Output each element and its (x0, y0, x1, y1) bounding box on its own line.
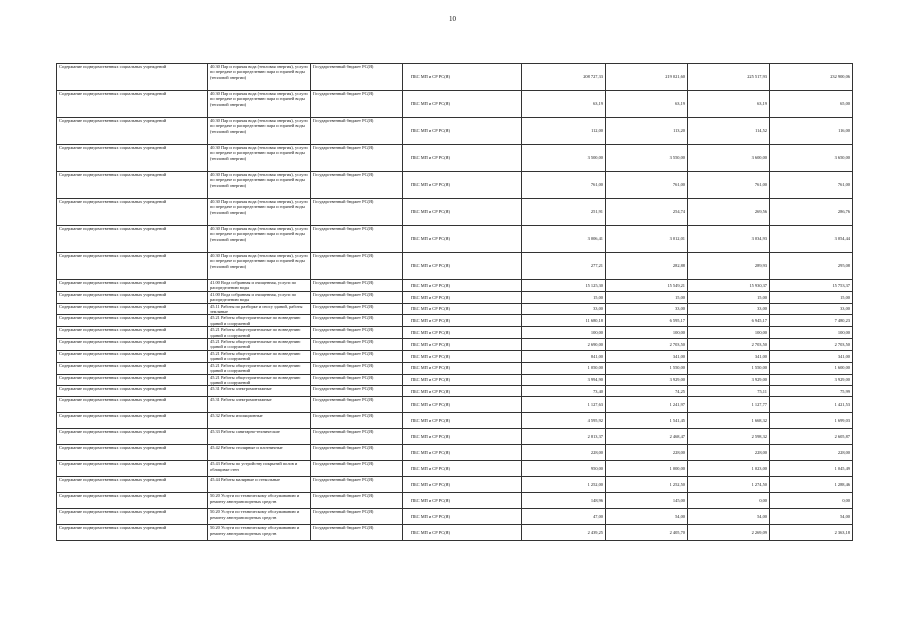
customer-cell: ПБС МП и СР РС(Я) (403, 145, 522, 172)
value-year-2-cell: 282,88 (606, 253, 688, 280)
service-code-cell: 40.30 Пар и горячая вода (тепловая энергия), услуги по передаче и распределению пара и горячей воды (тепловой энергии) (208, 145, 311, 172)
value-year-3-cell: 2 703,50 (688, 339, 770, 351)
program-cell: Содержание подведомственных социальных учреждений (57, 445, 208, 461)
customer-cell: ПБС МП и СР РС(Я) (403, 291, 522, 303)
budget-source-cell: Государственный бюджет РС(Я) (311, 64, 403, 91)
budget-source-cell: Государственный бюджет РС(Я) (311, 145, 403, 172)
table-row (57, 199, 853, 226)
program-cell: Содержание подведомственных социальных учреждений (57, 327, 208, 339)
budget-source-cell: Государственный бюджет РС(Я) (311, 327, 403, 339)
value-year-4-cell: 65,00 (770, 91, 853, 118)
value-year-3-cell: 225 517,93 (688, 64, 770, 91)
value-year-2-cell: 1 541,45 (606, 413, 688, 429)
program-cell: Содержание подведомственных социальных учреждений (57, 253, 208, 280)
budget-source-cell: Государственный бюджет РС(Я) (311, 339, 403, 351)
table-row (57, 445, 853, 461)
value-year-4-cell: 2 703,50 (770, 339, 853, 351)
value-year-3-cell: 54,00 (688, 509, 770, 525)
value-year-2-cell: 6 595,17 (606, 315, 688, 327)
value-year-1-cell: 148,96 (522, 493, 606, 509)
value-year-1-cell: 4 595,92 (522, 413, 606, 429)
customer-cell: ПБС МП и СР РС(Я) (403, 397, 522, 413)
budget-table (56, 63, 853, 541)
table-row (57, 493, 853, 509)
table-row (57, 477, 853, 493)
value-year-1-cell: 2 439,25 (522, 525, 606, 541)
service-code-cell: 40.30 Пар и горячая вода (тепловая энергия), услуги по передаче и распределению пара и горячей воды (тепловой энергии) (208, 199, 311, 226)
service-code-cell: 45.21 Работы общестроительные по возведению зданий и сооружений (208, 339, 311, 351)
table-row (57, 461, 853, 477)
service-code-cell: 40.30 Пар и горячая вода (тепловая энергия), услуги по передаче и распределению пара и горячей воды (тепловой энергии) (208, 64, 311, 91)
program-cell: Содержание подведомственных социальных учреждений (57, 350, 208, 362)
value-year-3-cell: 3 929,00 (688, 374, 770, 386)
program-cell: Содержание подведомственных социальных учреждений (57, 280, 208, 292)
service-code-cell: 50.20 Услуги по техническому обслуживанию и ремонту автотранспортных средств (208, 493, 311, 509)
program-cell: Содержание подведомственных социальных учреждений (57, 429, 208, 445)
program-cell: Содержание подведомственных социальных учреждений (57, 172, 208, 199)
customer-cell: ПБС МП и СР РС(Я) (403, 280, 522, 292)
value-year-2-cell: 3 929,00 (606, 374, 688, 386)
value-year-4-cell: 15,00 (770, 291, 853, 303)
value-year-1-cell: 841,00 (522, 350, 606, 362)
service-code-cell: 41.00 Вода собранная и очищенная, услуги по распределению воды (208, 291, 311, 303)
budget-source-cell: Государственный бюджет РС(Я) (311, 509, 403, 525)
budget-source-cell: Государственный бюджет РС(Я) (311, 386, 403, 397)
program-cell: Содержание подведомственных социальных учреждений (57, 386, 208, 397)
value-year-3-cell: 228,00 (688, 445, 770, 461)
customer-cell: ПБС МП и СР РС(Я) (403, 413, 522, 429)
value-year-4-cell: 100,00 (770, 327, 853, 339)
value-year-1-cell: 33,00 (522, 303, 606, 315)
value-year-1-cell: 3 994,90 (522, 374, 606, 386)
value-year-1-cell: 11 680,18 (522, 315, 606, 327)
value-year-2-cell: 254,74 (606, 199, 688, 226)
budget-source-cell: Государственный бюджет РС(Я) (311, 461, 403, 477)
value-year-1-cell: 15,00 (522, 291, 606, 303)
value-year-1-cell: 73,40 (522, 386, 606, 397)
table-row (57, 362, 853, 374)
value-year-3-cell: 63,19 (688, 91, 770, 118)
value-year-4-cell: 761,00 (770, 172, 853, 199)
value-year-4-cell: 341,00 (770, 350, 853, 362)
value-year-3-cell: 33,00 (688, 303, 770, 315)
value-year-4-cell: 116,00 (770, 118, 853, 145)
table-row (57, 315, 853, 327)
value-year-3-cell: 761,00 (688, 172, 770, 199)
service-code-cell: 41.00 Вода собранная и очищенная, услуги по распределению воды (208, 280, 311, 292)
value-year-1-cell: 2 690,00 (522, 339, 606, 351)
service-code-cell: 45.21 Работы общестроительные по возведению зданий и сооружений (208, 362, 311, 374)
value-year-3-cell: 1 127,77 (688, 397, 770, 413)
value-year-4-cell: 2 363,18 (770, 525, 853, 541)
service-code-cell: 40.30 Пар и горячая вода (тепловая энергия), услуги по передаче и распределению пара и горячей воды (тепловой энергии) (208, 253, 311, 280)
value-year-4-cell: 1 288,46 (770, 477, 853, 493)
service-code-cell: 45.43 Работы по устройству покрытий полов и облицовке стен (208, 461, 311, 477)
value-year-4-cell: 54,00 (770, 509, 853, 525)
budget-source-cell: Государственный бюджет РС(Я) (311, 525, 403, 541)
table-row (57, 226, 853, 253)
table-row (57, 91, 853, 118)
value-year-2-cell: 341,00 (606, 350, 688, 362)
customer-cell: ПБС МП и СР РС(Я) (403, 374, 522, 386)
budget-source-cell: Государственный бюджет РС(Я) (311, 172, 403, 199)
value-year-2-cell: 113,20 (606, 118, 688, 145)
customer-cell: ПБС МП и СР РС(Я) (403, 445, 522, 461)
customer-cell: ПБС МП и СР РС(Я) (403, 118, 522, 145)
value-year-3-cell: 341,00 (688, 350, 770, 362)
service-code-cell: 45.11 Работы по разборке и сносу зданий, работы земляные (208, 303, 311, 315)
customer-cell: ПБС МП и СР РС(Я) (403, 226, 522, 253)
value-year-4-cell: 1 045,49 (770, 461, 853, 477)
program-cell: Содержание подведомственных социальных учреждений (57, 145, 208, 172)
service-code-cell: 45.31 Работы электромонтажные (208, 386, 311, 397)
program-cell: Содержание подведомственных социальных учреждений (57, 118, 208, 145)
value-year-2-cell: 74,25 (606, 386, 688, 397)
table-row (57, 386, 853, 397)
table-row (57, 64, 853, 91)
customer-cell: ПБС МП и СР РС(Я) (403, 91, 522, 118)
service-code-cell: 40.30 Пар и горячая вода (тепловая энергия), услуги по передаче и распределению пара и горячей воды (тепловой энергии) (208, 172, 311, 199)
customer-cell: ПБС МП и СР РС(Я) (403, 172, 522, 199)
value-year-1-cell: 208 727,33 (522, 64, 606, 91)
program-cell: Содержание подведомственных социальных учреждений (57, 413, 208, 429)
program-cell: Содержание подведомственных социальных учреждений (57, 226, 208, 253)
budget-source-cell: Государственный бюджет РС(Я) (311, 397, 403, 413)
value-year-2-cell: 2 405,70 (606, 525, 688, 541)
value-year-1-cell: 112,00 (522, 118, 606, 145)
customer-cell: ПБС МП и СР РС(Я) (403, 303, 522, 315)
service-code-cell: 45.31 Работы электромонтажные (208, 397, 311, 413)
value-year-2-cell: 3 012,01 (606, 226, 688, 253)
program-cell: Содержание подведомственных социальных учреждений (57, 303, 208, 315)
value-year-2-cell: 2 703,50 (606, 339, 688, 351)
value-year-4-cell: 2 605,87 (770, 429, 853, 445)
value-year-2-cell: 33,00 (606, 303, 688, 315)
value-year-4-cell: 228,00 (770, 445, 853, 461)
customer-cell: ПБС МП и СР РС(Я) (403, 199, 522, 226)
value-year-4-cell: 0,00 (770, 493, 853, 509)
value-year-4-cell: 1 421,53 (770, 397, 853, 413)
service-code-cell: 45.21 Работы общестроительные по возведению зданий и сооружений (208, 327, 311, 339)
service-code-cell: 40.30 Пар и горячая вода (тепловая энергия), услуги по передаче и распределению пара и горячей воды (тепловой энергии) (208, 91, 311, 118)
value-year-2-cell: 1 252,50 (606, 477, 688, 493)
value-year-4-cell: 295,08 (770, 253, 853, 280)
value-year-3-cell: 2 598,32 (688, 429, 770, 445)
value-year-2-cell: 3 550,00 (606, 145, 688, 172)
program-cell: Содержание подведомственных социальных учреждений (57, 493, 208, 509)
program-cell: Содержание подведомственных социальных учреждений (57, 397, 208, 413)
value-year-1-cell: 228,00 (522, 445, 606, 461)
value-year-1-cell: 47,00 (522, 509, 606, 525)
table-row (57, 374, 853, 386)
service-code-cell: 45.32 Работы изоляционные (208, 413, 311, 429)
table-row (57, 145, 853, 172)
value-year-4-cell: 75,99 (770, 386, 853, 397)
value-year-1-cell: 2 813,37 (522, 429, 606, 445)
value-year-3-cell: 1 274,50 (688, 477, 770, 493)
service-code-cell: 40.30 Пар и горячая вода (тепловая энергия), услуги по передаче и распределению пара и горячей воды (тепловой энергии) (208, 226, 311, 253)
customer-cell: ПБС МП и СР РС(Я) (403, 461, 522, 477)
table-row (57, 172, 853, 199)
table-row (57, 118, 853, 145)
budget-source-cell: Государственный бюджет РС(Я) (311, 445, 403, 461)
customer-cell: ПБС МП и СР РС(Я) (403, 493, 522, 509)
table-row (57, 429, 853, 445)
customer-cell: ПБС МП и СР РС(Я) (403, 339, 522, 351)
budget-source-cell: Государственный бюджет РС(Я) (311, 280, 403, 292)
value-year-2-cell: 2 468,47 (606, 429, 688, 445)
program-cell: Содержание подведомственных социальных учреждений (57, 64, 208, 91)
service-code-cell: 50.20 Услуги по техническому обслуживанию и ремонту автотранспортных средств (208, 509, 311, 525)
budget-source-cell: Государственный бюджет РС(Я) (311, 199, 403, 226)
value-year-1-cell: 3 006,41 (522, 226, 606, 253)
program-cell: Содержание подведомственных социальных учреждений (57, 461, 208, 477)
service-code-cell: 50.20 Услуги по техническому обслуживанию и ремонту автотранспортных средств (208, 525, 311, 541)
program-cell: Содержание подведомственных социальных учреждений (57, 339, 208, 351)
program-cell: Содержание подведомственных социальных учреждений (57, 91, 208, 118)
value-year-4-cell: 15 753,37 (770, 280, 853, 292)
value-year-4-cell: 3 650,00 (770, 145, 853, 172)
table-row (57, 413, 853, 429)
value-year-3-cell: 6 945,17 (688, 315, 770, 327)
budget-source-cell: Государственный бюджет РС(Я) (311, 253, 403, 280)
value-year-2-cell: 219 021,60 (606, 64, 688, 91)
value-year-1-cell: 251,91 (522, 199, 606, 226)
value-year-4-cell: 286,76 (770, 199, 853, 226)
value-year-1-cell: 277,21 (522, 253, 606, 280)
service-code-cell: 45.21 Работы общестроительные по возведению зданий и сооружений (208, 374, 311, 386)
value-year-3-cell: 269,56 (688, 199, 770, 226)
value-year-1-cell: 1 252,00 (522, 477, 606, 493)
value-year-2-cell: 145,00 (606, 493, 688, 509)
service-code-cell: 45.42 Работы столярные и плотничные (208, 445, 311, 461)
value-year-4-cell: 3 929,00 (770, 374, 853, 386)
value-year-2-cell: 54,00 (606, 509, 688, 525)
service-code-cell: 45.21 Работы общестроительные по возведению зданий и сооружений (208, 350, 311, 362)
value-year-4-cell: 3 054,44 (770, 226, 853, 253)
value-year-2-cell: 228,00 (606, 445, 688, 461)
value-year-1-cell: 950,00 (522, 461, 606, 477)
customer-cell: ПБС МП и СР РС(Я) (403, 509, 522, 525)
table-row (57, 397, 853, 413)
service-code-cell: 45.44 Работы малярные и стекольные (208, 477, 311, 493)
value-year-4-cell: 7 480,23 (770, 315, 853, 327)
program-cell: Содержание подведомственных социальных учреждений (57, 374, 208, 386)
table-body (57, 64, 853, 541)
table-row (57, 339, 853, 351)
customer-cell: ПБС МП и СР РС(Я) (403, 350, 522, 362)
value-year-2-cell: 100,00 (606, 327, 688, 339)
budget-source-cell: Государственный бюджет РС(Я) (311, 362, 403, 374)
value-year-3-cell: 100,00 (688, 327, 770, 339)
value-year-1-cell: 1 127,63 (522, 397, 606, 413)
value-year-3-cell: 3 600,00 (688, 145, 770, 172)
value-year-4-cell: 1 699,03 (770, 413, 853, 429)
program-cell: Содержание подведомственных социальных учреждений (57, 477, 208, 493)
value-year-3-cell: 15,00 (688, 291, 770, 303)
value-year-2-cell: 1 000,00 (606, 461, 688, 477)
value-year-4-cell: 1 600,00 (770, 362, 853, 374)
program-cell: Содержание подведомственных социальных учреждений (57, 199, 208, 226)
customer-cell: ПБС МП и СР РС(Я) (403, 429, 522, 445)
budget-source-cell: Государственный бюджет РС(Я) (311, 374, 403, 386)
table-row (57, 280, 853, 292)
value-year-3-cell: 0,00 (688, 493, 770, 509)
table-row (57, 291, 853, 303)
program-cell: Содержание подведомственных социальных учреждений (57, 509, 208, 525)
value-year-3-cell: 15 930,37 (688, 280, 770, 292)
value-year-3-cell: 1 668,32 (688, 413, 770, 429)
service-code-cell: 45.33 Работы санитарно-технические (208, 429, 311, 445)
value-year-1-cell: 15 125,30 (522, 280, 606, 292)
value-year-1-cell: 63,19 (522, 91, 606, 118)
value-year-2-cell: 1 550,00 (606, 362, 688, 374)
budget-source-cell: Государственный бюджет РС(Я) (311, 493, 403, 509)
value-year-1-cell: 100,00 (522, 327, 606, 339)
value-year-2-cell: 15 549,21 (606, 280, 688, 292)
customer-cell: ПБС МП и СР РС(Я) (403, 525, 522, 541)
budget-source-cell: Государственный бюджет РС(Я) (311, 350, 403, 362)
customer-cell: ПБС МП и СР РС(Я) (403, 64, 522, 91)
service-code-cell: 40.30 Пар и горячая вода (тепловая энергия), услуги по передаче и распределению пара и горячей воды (тепловой энергии) (208, 118, 311, 145)
value-year-3-cell: 1 550,00 (688, 362, 770, 374)
budget-source-cell: Государственный бюджет РС(Я) (311, 413, 403, 429)
value-year-1-cell: 3 500,00 (522, 145, 606, 172)
value-year-3-cell: 1 023,00 (688, 461, 770, 477)
table-row (57, 525, 853, 541)
budget-source-cell: Государственный бюджет РС(Я) (311, 315, 403, 327)
customer-cell: ПБС МП и СР РС(Я) (403, 386, 522, 397)
value-year-2-cell: 63,19 (606, 91, 688, 118)
service-code-cell: 45.21 Работы общестроительные по возведению зданий и сооружений (208, 315, 311, 327)
program-cell: Содержание подведомственных социальных учреждений (57, 525, 208, 541)
budget-source-cell: Государственный бюджет РС(Я) (311, 91, 403, 118)
customer-cell: ПБС МП и СР РС(Я) (403, 315, 522, 327)
value-year-3-cell: 289,93 (688, 253, 770, 280)
budget-source-cell: Государственный бюджет РС(Я) (311, 429, 403, 445)
value-year-3-cell: 75,11 (688, 386, 770, 397)
table-row (57, 253, 853, 280)
customer-cell: ПБС МП и СР РС(Я) (403, 477, 522, 493)
customer-cell: ПБС МП и СР РС(Я) (403, 253, 522, 280)
value-year-1-cell: 761,00 (522, 172, 606, 199)
budget-source-cell: Государственный бюджет РС(Я) (311, 477, 403, 493)
table-row (57, 509, 853, 525)
value-year-3-cell: 2 269,09 (688, 525, 770, 541)
budget-source-cell: Государственный бюджет РС(Я) (311, 226, 403, 253)
value-year-3-cell: 3 034,93 (688, 226, 770, 253)
program-cell: Содержание подведомственных социальных учреждений (57, 291, 208, 303)
customer-cell: ПБС МП и СР РС(Я) (403, 362, 522, 374)
value-year-4-cell: 232 900,06 (770, 64, 853, 91)
customer-cell: ПБС МП и СР РС(Я) (403, 327, 522, 339)
table-row (57, 350, 853, 362)
value-year-1-cell: 1 050,00 (522, 362, 606, 374)
table-row (57, 327, 853, 339)
program-cell: Содержание подведомственных социальных учреждений (57, 315, 208, 327)
budget-source-cell: Государственный бюджет РС(Я) (311, 118, 403, 145)
program-cell: Содержание подведомственных социальных учреждений (57, 362, 208, 374)
budget-source-cell: Государственный бюджет РС(Я) (311, 291, 403, 303)
table-row (57, 303, 853, 315)
value-year-4-cell: 33,00 (770, 303, 853, 315)
page-number: 10 (449, 15, 456, 23)
value-year-2-cell: 15,00 (606, 291, 688, 303)
value-year-2-cell: 1 241,97 (606, 397, 688, 413)
value-year-3-cell: 114,52 (688, 118, 770, 145)
value-year-2-cell: 761,00 (606, 172, 688, 199)
budget-source-cell: Государственный бюджет РС(Я) (311, 303, 403, 315)
